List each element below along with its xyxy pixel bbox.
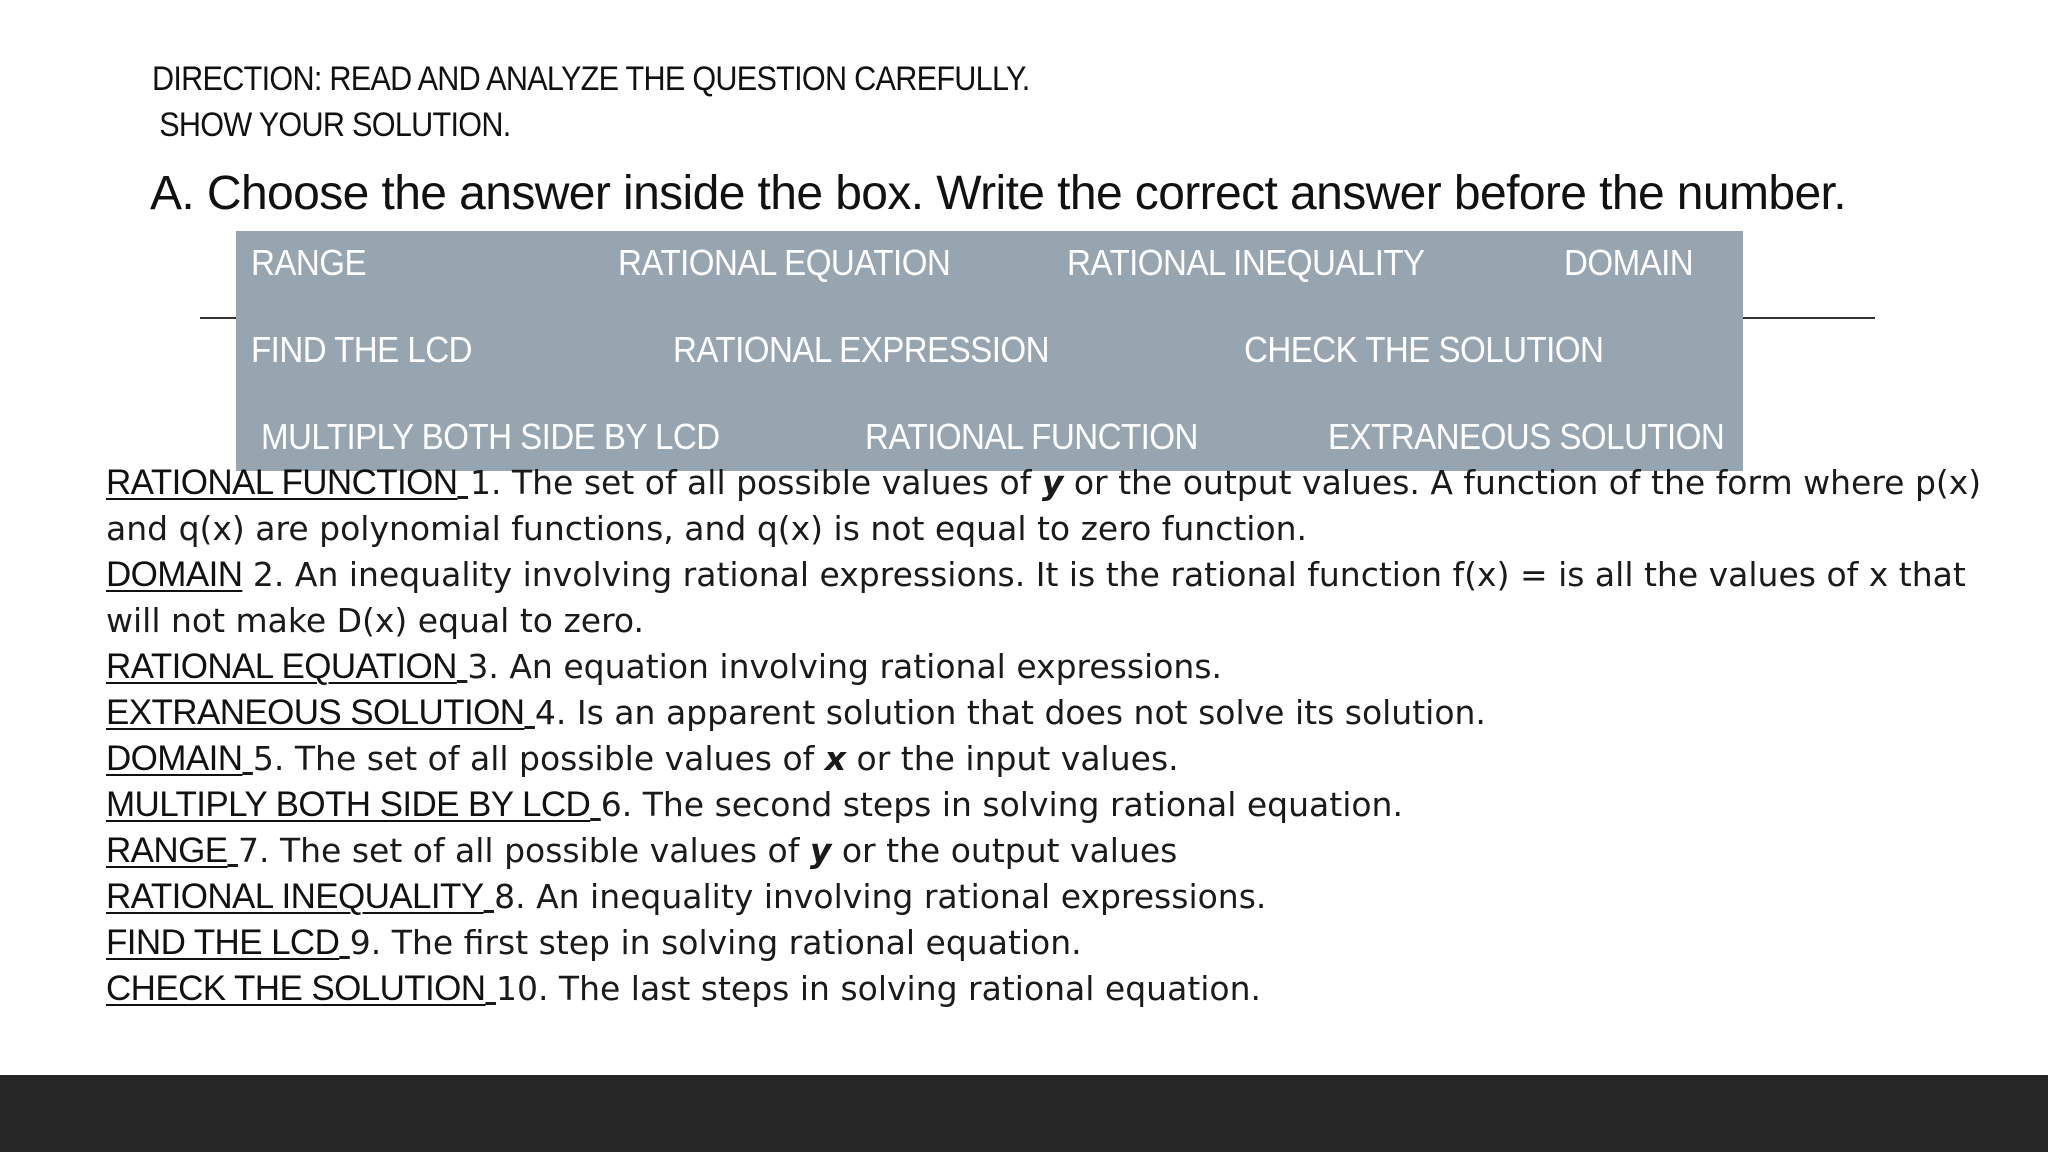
item-number-2: 2. — [252, 555, 285, 594]
question-item-1 — [106, 460, 2016, 552]
item-text-10a: The last steps in solving rational equation. — [548, 969, 1262, 1008]
item-number-4: 4. — [534, 693, 567, 732]
answer-8: RATIONAL INEQUALITY — [106, 877, 484, 916]
answer-9: FIND THE LCD — [106, 923, 340, 962]
word-extraneous-solution: EXTRANEOUS SOLUTION — [1328, 416, 1725, 457]
footer-bar — [0, 1075, 2048, 1152]
question-item-5 — [106, 736, 2016, 782]
direction-line-1: DIRECTION: READ AND ANALYZE THE QUESTION CAREFULLY. — [152, 60, 1030, 98]
answer-line-right — [1743, 317, 1875, 319]
question-item-3 — [106, 644, 2016, 690]
answer-10: CHECK THE SOLUTION — [106, 969, 486, 1008]
item-text-1a: The set of all possible values of — [501, 463, 1042, 502]
item-number-3: 3. — [467, 647, 499, 686]
question-item-7 — [106, 828, 2016, 874]
item-number-1: 1. — [469, 463, 502, 502]
item-variable-7: y — [809, 831, 832, 870]
item-text-3a: An equation involving rational expressions. — [498, 647, 1223, 686]
item-text-9a: The first step in solving rational equation. — [381, 923, 1082, 962]
item-text-8a: An inequality involving rational expressions. — [525, 877, 1267, 916]
question-item-4 — [106, 690, 2016, 736]
word-domain: DOMAIN — [1564, 242, 1694, 283]
item-text-4a: Is an apparent solution that does not solve its solution. — [566, 693, 1486, 732]
instruction-heading: A. Choose the answer inside the box. Write the correct answer before the number. — [150, 167, 1847, 220]
word-multiply-both-side-by-lcd: MULTIPLY BOTH SIDE BY LCD — [261, 416, 720, 457]
item-number-7: 7. — [237, 831, 270, 870]
answer-2: DOMAIN — [106, 555, 243, 594]
answer-7: RANGE — [106, 831, 228, 870]
word-rational-expression: RATIONAL EXPRESSION — [673, 329, 1050, 370]
word-rational-function: RATIONAL FUNCTION — [865, 416, 1198, 457]
word-box — [236, 231, 1743, 471]
direction-line-2: SHOW YOUR SOLUTION. — [159, 106, 511, 144]
answer-1: RATIONAL FUNCTION — [106, 463, 458, 502]
item-text-2a: An inequality involving rational expressions. It is the rational function f(x) = is all the values of x that will not make D(x) equal to zero. — [106, 555, 1966, 640]
item-text-5a: The set of all possible values of — [284, 739, 825, 778]
item-text-6a: The second steps in solving rational equation. — [632, 785, 1403, 824]
item-number-6: 6. — [600, 785, 633, 824]
item-variable-1: y — [1041, 463, 1064, 502]
item-text-7b: or the output values — [831, 831, 1178, 870]
word-range: RANGE — [251, 242, 367, 283]
word-rational-equation: RATIONAL EQUATION — [618, 242, 951, 283]
direction-block — [152, 56, 1030, 148]
question-item-6 — [106, 782, 2016, 828]
item-number-9: 9. — [349, 923, 382, 962]
answer-line-left — [200, 317, 236, 319]
question-item-9 — [106, 920, 2016, 966]
item-text-5b: or the input values. — [846, 739, 1179, 778]
item-text-1b: or the output values. A function of the form where p(x) and q(x) are polynomial functions, and q(x) is not equal to zero function. — [106, 463, 1982, 548]
answer-4: EXTRANEOUS SOLUTION — [106, 693, 525, 732]
word-find-the-lcd: FIND THE LCD — [251, 329, 472, 370]
item-variable-5: x — [824, 739, 847, 778]
item-number-8: 8. — [494, 877, 526, 916]
question-list — [106, 460, 2016, 1012]
item-number-10: 10. — [495, 969, 549, 1008]
answer-5: DOMAIN — [106, 739, 243, 778]
answer-6: MULTIPLY BOTH SIDE BY LCD — [106, 785, 591, 824]
item-number-5: 5. — [252, 739, 285, 778]
answer-3: RATIONAL EQUATION — [106, 647, 457, 686]
word-check-the-solution: CHECK THE SOLUTION — [1244, 329, 1604, 370]
item-text-7a: The set of all possible values of — [269, 831, 810, 870]
question-item-10 — [106, 966, 2016, 1012]
question-item-2 — [106, 552, 2016, 644]
word-rational-inequality: RATIONAL INEQUALITY — [1067, 242, 1425, 283]
question-item-8 — [106, 874, 2016, 920]
